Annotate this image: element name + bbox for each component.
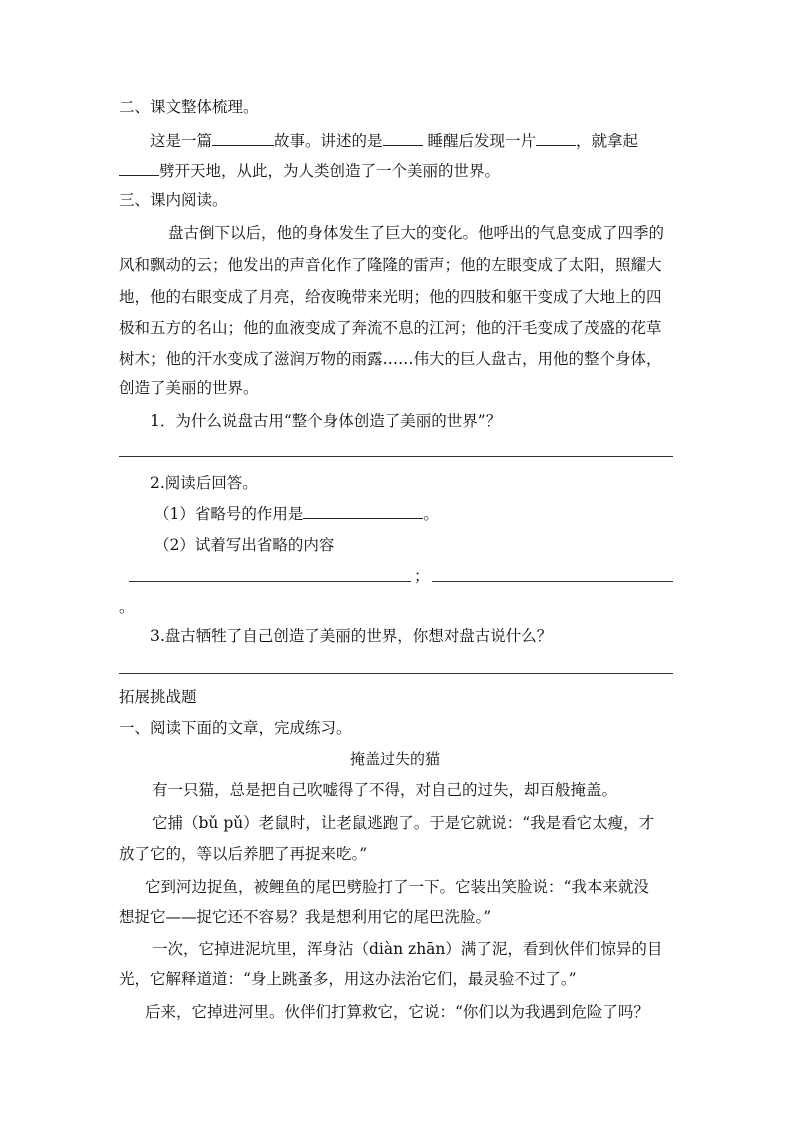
story-line: 后来，它掉进河里。伙伴们打算救它，它说：“你们以为我遇到危险了吗？ <box>145 1003 649 1021</box>
summary-text-4: ，就拿起 <box>575 132 638 150</box>
passage-line: 地，他的右眼变成了月亮，给夜晚带来光明；他的四肢和躯干变成了大地上的四 <box>119 288 662 306</box>
extension-heading: 拓展挑战题 <box>119 688 197 706</box>
question-2-1 <box>154 503 439 524</box>
answer-line-q3[interactable] <box>119 673 673 674</box>
blank-what[interactable] <box>536 130 576 146</box>
question-2-1-text: （1）省略号的作用是 <box>154 505 304 523</box>
summary-text-5: 劈开天地，从此，为人类创造了一个美丽的世界。 <box>159 162 501 180</box>
story-line: 想捉它——捉它还不容易？我是想利用它的尾巴洗脸。” <box>119 908 492 926</box>
story-line: 有一只猫，总是把自己吹嘘得了不得，对自己的过失，却百般掩盖。 <box>152 781 618 799</box>
story-line: 光，它解释道道：“身上跳蚤多，用这办法治它们，最灵验不过了。” <box>119 970 577 988</box>
passage-line: 极和五方的名山；他的血液变成了奔流不息的江河；他的汗毛变成了茂盛的花草 <box>119 319 662 337</box>
answer-line-q2-2-a[interactable] <box>129 581 411 582</box>
answer-line-q1[interactable] <box>119 456 673 457</box>
semicolon-mark: ； <box>414 567 430 585</box>
question-2-2: （2）试着写出省略的内容 <box>154 536 335 554</box>
question-2-1-end: 。 <box>423 505 439 523</box>
summary-fill-line-1 <box>150 130 638 151</box>
summary-text-3: 睡醒后发现一片 <box>422 132 536 150</box>
blank-who[interactable] <box>383 130 423 146</box>
summary-text-2: 故事。讲述的是 <box>274 132 383 150</box>
story-line: 它捕（bǔ pǔ）老鼠时，让老鼠逃跑了。于是它就说：“我是看它太瘦，才 <box>152 814 655 832</box>
passage-line: 风和飘动的云；他发出的声音化作了隆隆的雷声；他的左眼变成了太阳，照耀大 <box>119 256 662 274</box>
passage-line: 树木；他的汗水变成了滋润万物的雨露……伟大的巨人盘古，用他的整个身体， <box>119 350 662 368</box>
passage-line: 创造了美丽的世界。 <box>119 379 259 397</box>
blank-story-type[interactable] <box>212 130 274 146</box>
blank-tool[interactable] <box>119 160 159 176</box>
question-2: 2.阅读后回答。 <box>150 474 258 492</box>
question-3: 3.盘古牺牲了自己创造了美丽的世界，你想对盘古说什么？ <box>150 627 553 645</box>
story-title: 掩盖过失的猫 <box>350 750 441 768</box>
story-line: 放了它的，等以后养肥了再捉来吃。” <box>119 845 368 863</box>
story-line: 一次，它掉进泥坑里，浑身沾（diàn zhān）满了泥，看到伙伴们惊异的目 <box>152 940 663 958</box>
section-3-heading: 三、课内阅读。 <box>119 191 228 209</box>
answer-line-q2-2-b[interactable] <box>432 581 673 582</box>
blank-ellipsis-function[interactable] <box>303 503 423 519</box>
question-1: 1．为什么说盘古用“整个身体创造了美丽的世界”？ <box>150 412 502 430</box>
summary-fill-line-2 <box>119 160 500 181</box>
story-line: 它到河边捉鱼，被鲤鱼的尾巴劈脸打了一下。它装出笑脸说：“我本来就没 <box>145 878 649 896</box>
passage-line: 盘古倒下以后，他的身体发生了巨大的变化。他呼出的气息变成了四季的 <box>168 224 665 242</box>
period-mark: 。 <box>119 598 135 616</box>
section-2-heading: 二、课文整体梳理。 <box>119 98 259 116</box>
extension-subheading: 一、阅读下面的文章，完成练习。 <box>119 719 352 737</box>
summary-text-1: 这是一篇 <box>150 132 213 150</box>
